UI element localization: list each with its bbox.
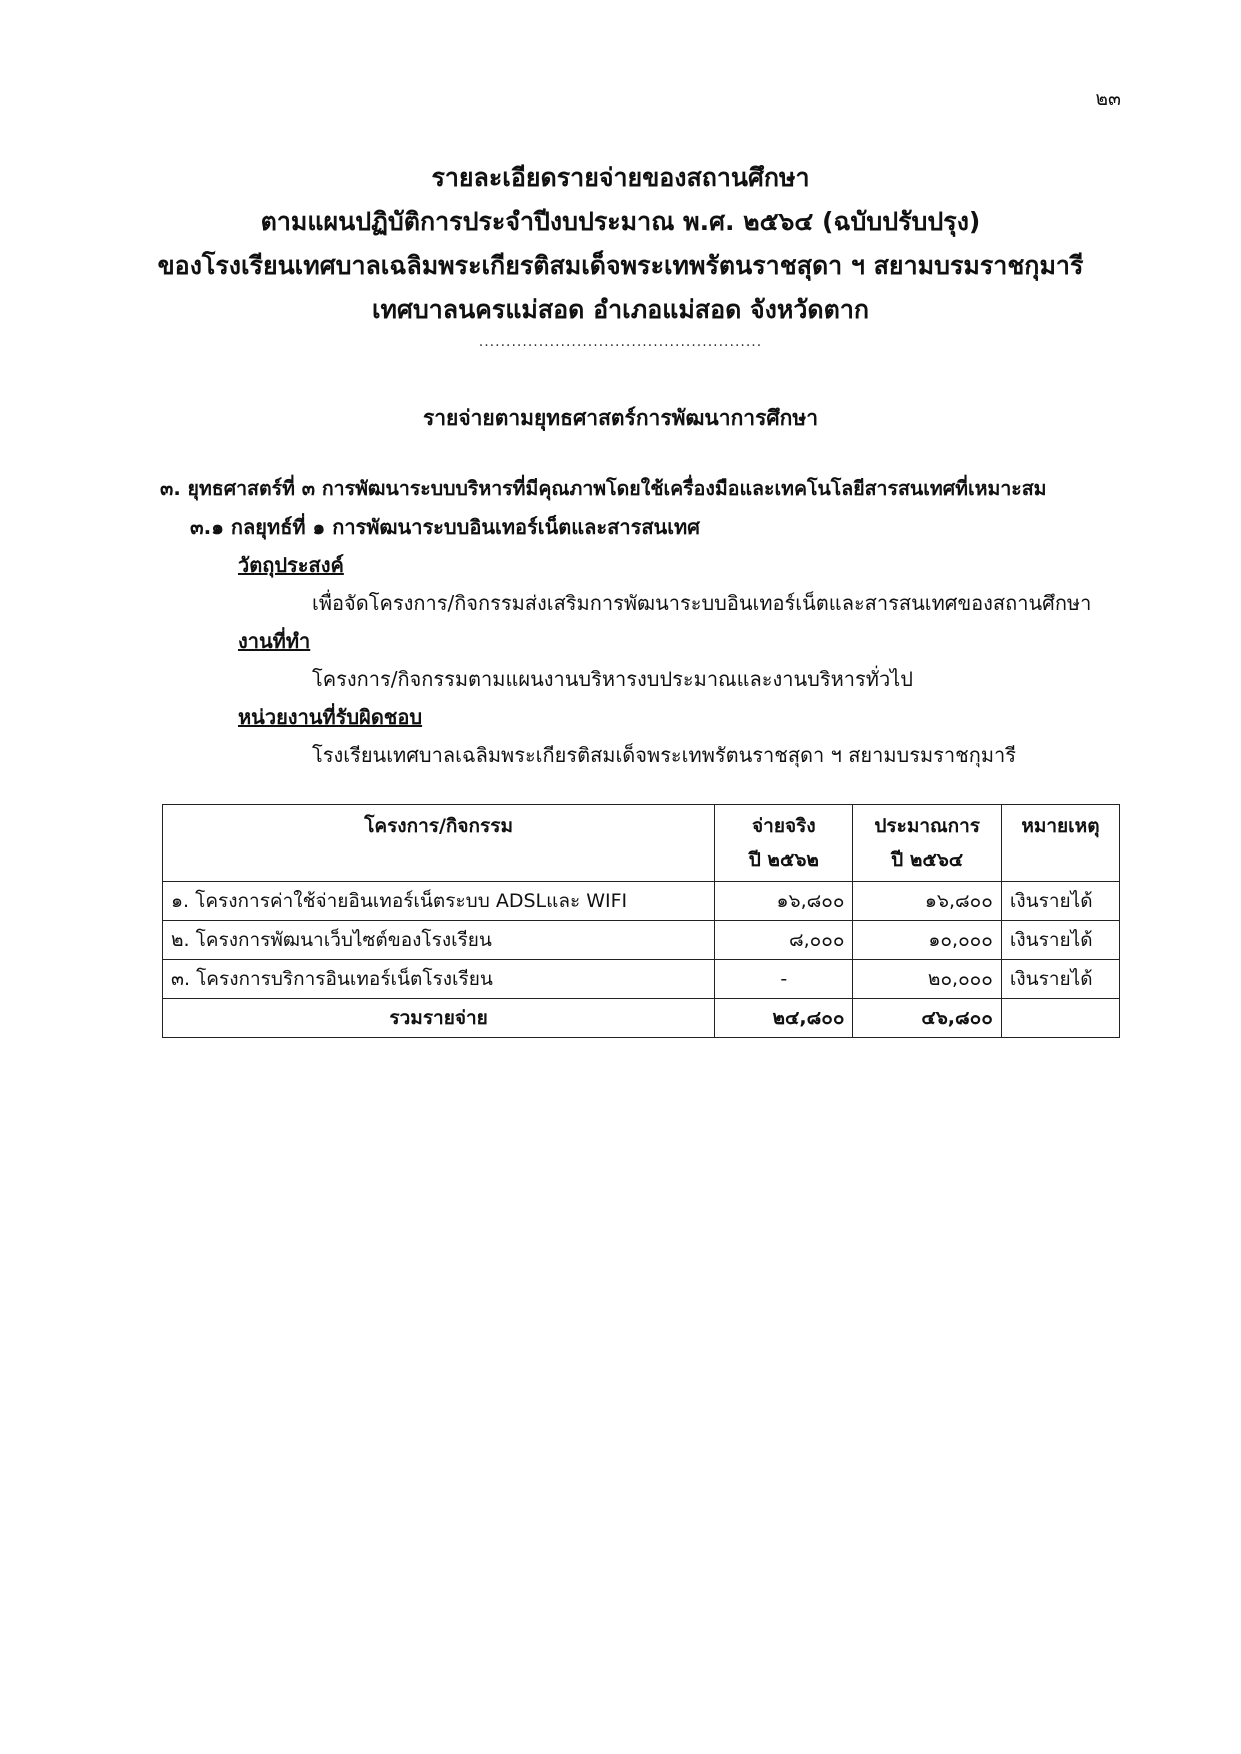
title-line-4: เทศบาลนครแม่สอด อำเภอแม่สอด จังหวัดตาก [371,295,870,324]
header-actual [715,805,853,882]
header-note: หมายเหตุ [1001,805,1119,882]
total-label: รวมรายจ่าย [163,999,715,1038]
objective-label: วัตถุประสงค์ [238,553,344,577]
table-row [163,960,1120,999]
table-header-row [163,805,1120,882]
tactic-title: ๓.๑ กลยุทธ์ที่ ๑ การพัฒนาระบบอินเทอร์เน็ตและสารสนเทศ [190,515,700,539]
page-number: ๒๓ [1095,88,1121,110]
row-budget: ๑๐,๐๐๐ [853,921,1001,960]
strategy-title: ๓. ยุทธศาสตร์ที่ ๓ การพัฒนาระบบบริหารที่มีคุณภาพโดยใช้เครื่องมือและเทคโนโลยีสารสนเทศที่เหมาะสม [160,477,1047,500]
row-actual: ๑๖,๘๐๐ [715,882,853,921]
title-line-1: รายละเอียดรายจ่ายของสถานศึกษา [431,163,810,192]
header-budget-line2: ปี ๒๕๖๔ [891,849,964,871]
header-actual-line1: จ่ายจริง [752,815,816,837]
row-project: ๒. โครงการพัฒนาเว็บไซต์ของโรงเรียน [163,921,715,960]
row-budget: ๒๐,๐๐๐ [853,960,1001,999]
total-budget: ๔๖,๘๐๐ [853,999,1001,1038]
budget-table [162,804,1120,1038]
responsible-unit-label: หน่วยงานที่รับผิดชอบ [238,705,423,729]
row-project: ๑. โครงการค่าใช้จ่ายอินเทอร์เน็ตระบบ ADSLและ WIFI [163,882,715,921]
responsible-unit-text: โรงเรียนเทศบาลเฉลิมพระเกียรติสมเด็จพระเทพรัตนราชสุดา ฯ สยามบรมราชกุมารี [312,743,1016,767]
title-separator: .................................................... [478,334,763,350]
header-budget [853,805,1001,882]
row-budget: ๑๖,๘๐๐ [853,882,1001,921]
row-actual: ๘,๐๐๐ [715,921,853,960]
row-actual: - [715,960,853,999]
total-actual: ๒๔,๘๐๐ [715,999,853,1038]
header-project: โครงการ/กิจกรรม [163,805,715,882]
title-line-2: ตามแผนปฏิบัติการประจำปีงบประมาณ พ.ศ. ๒๕๖๔ (ฉบับปรับปรุง) [260,207,981,236]
row-project: ๓. โครงการบริการอินเทอร์เน็ตโรงเรียน [163,960,715,999]
objective-text: เพื่อจัดโครงการ/กิจกรรมส่งเสริมการพัฒนาระบบอินเทอร์เน็ตและสารสนเทศของสถานศึกษา [312,591,1092,615]
strategy-block [160,470,1120,774]
work-text: โครงการ/กิจกรรมตามแผนงานบริหารงบประมาณและงานบริหารทั่วไป [312,667,913,691]
table-row [163,921,1120,960]
header-actual-line2: ปี ๒๕๖๒ [748,849,819,871]
section-heading: รายจ่ายตามยุทธศาสตร์การพัฒนาการศึกษา [422,406,819,430]
row-note: เงินรายได้ [1001,960,1119,999]
header-budget-line1: ประมาณการ [874,815,981,837]
table-row [163,882,1120,921]
table-total-row [163,999,1120,1038]
row-note: เงินรายได้ [1001,882,1119,921]
document-title [0,156,1241,350]
total-note [1001,999,1119,1038]
row-note: เงินรายได้ [1001,921,1119,960]
work-label: งานที่ทำ [238,629,311,653]
title-line-3: ของโรงเรียนเทศบาลเฉลิมพระเกียรติสมเด็จพระเทพรัตนราชสุดา ฯ สยามบรมราชกุมารี [157,251,1084,280]
